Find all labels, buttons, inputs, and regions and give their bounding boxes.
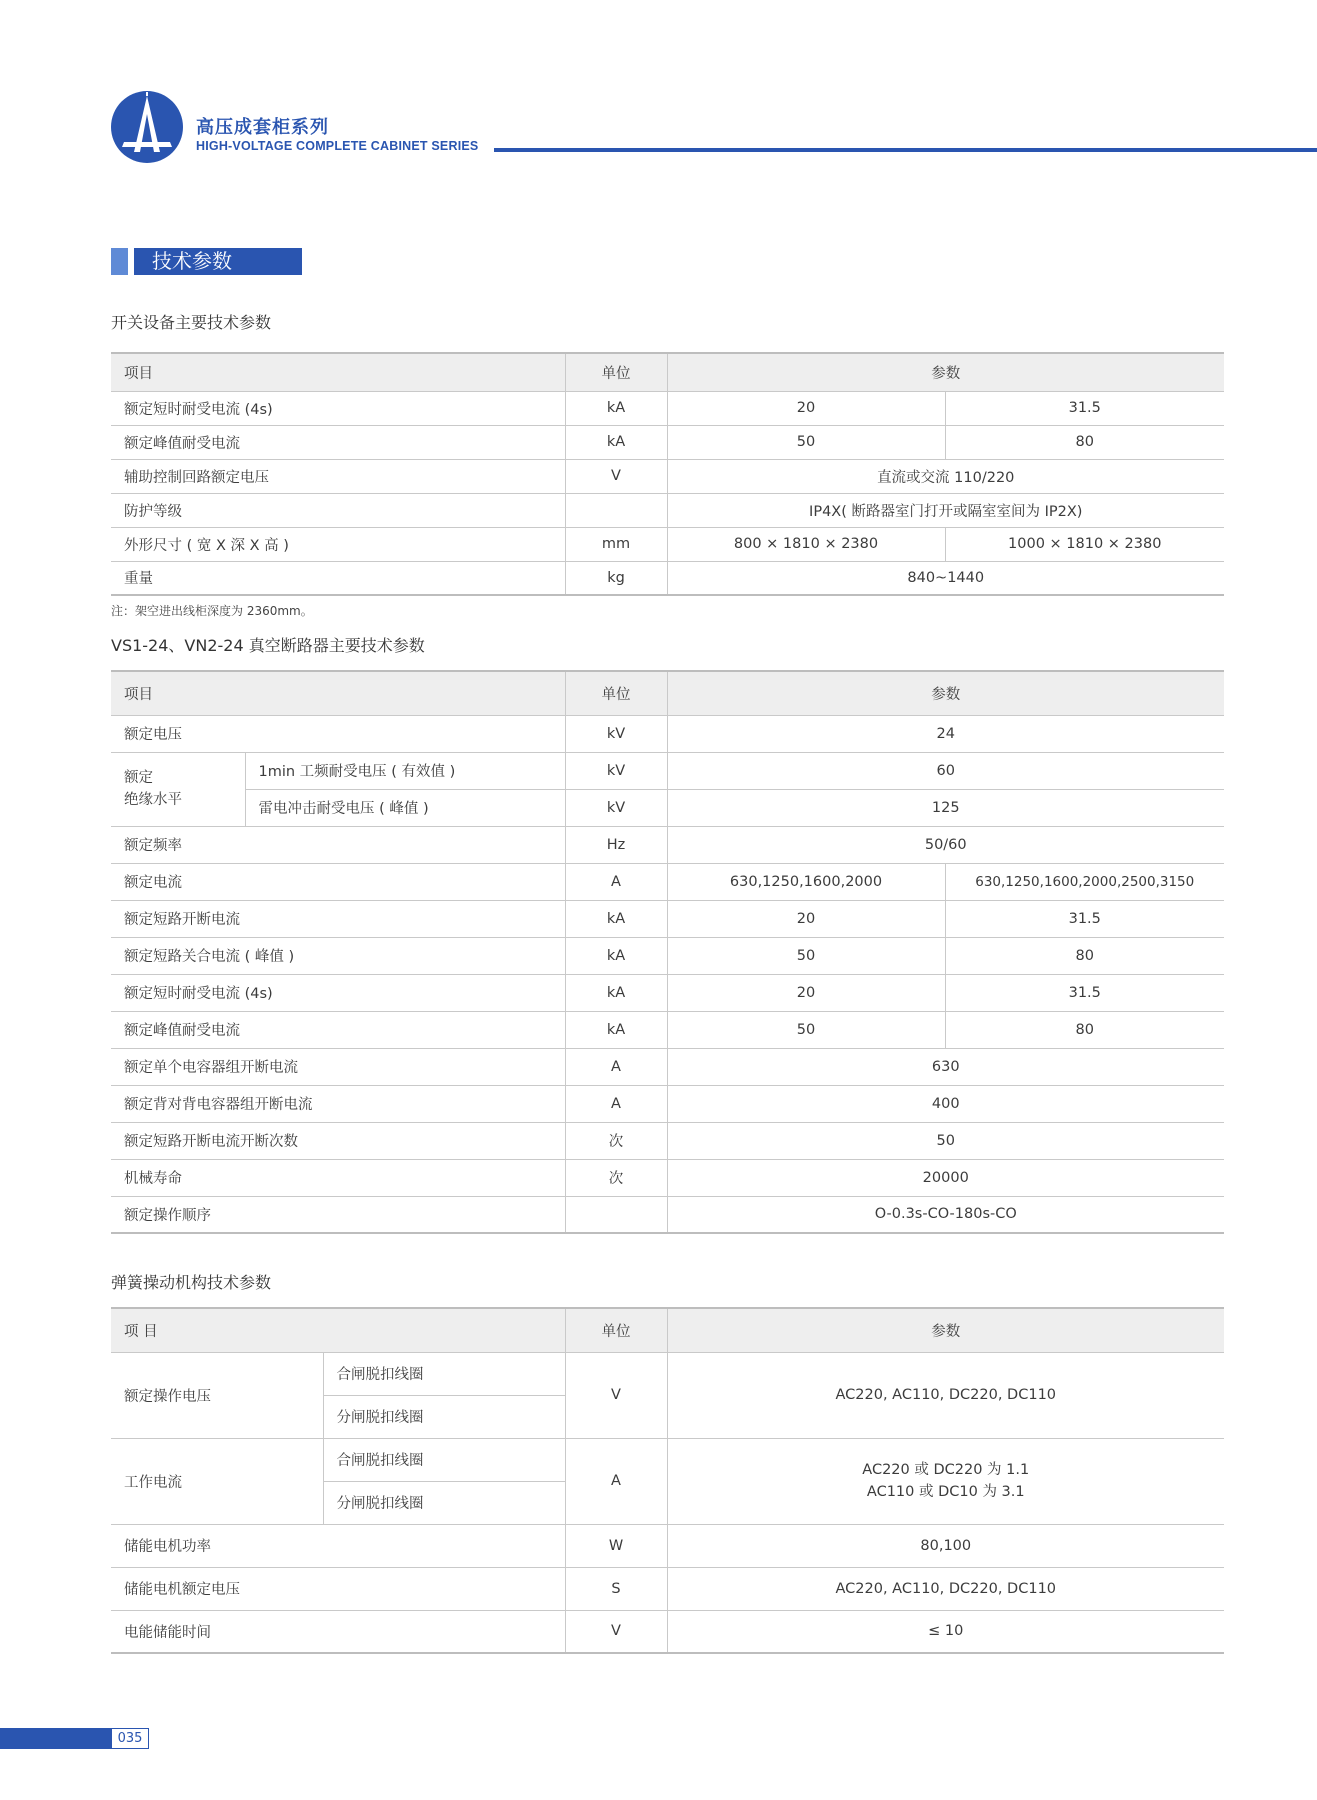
table-row (111, 826, 1224, 863)
table-row (111, 1122, 1224, 1159)
row-item: 储能电机功率 (111, 1524, 565, 1567)
row-unit: Hz (565, 826, 667, 863)
row-value: 50 (667, 425, 945, 459)
row-value: 50 (667, 1122, 1224, 1159)
footer-bar (0, 1728, 111, 1749)
row-item: 额定峰值耐受电流 (111, 1011, 565, 1048)
table-row (111, 1159, 1224, 1196)
row-value: 50 (667, 1011, 945, 1048)
row-value: 20 (667, 900, 945, 937)
row-item: 机械寿命 (111, 1159, 565, 1196)
table1-title: 开关设备主要技术参数 (111, 313, 272, 332)
table-row (111, 863, 1224, 900)
row-item: 额定短路开断电流开断次数 (111, 1122, 565, 1159)
table-row (111, 1011, 1224, 1048)
table-row (111, 1438, 1224, 1481)
row-value: 630,1250,1600,2000,2500,3150 (945, 863, 1224, 900)
section-accent (111, 248, 128, 275)
row-item: 电能储能时间 (111, 1610, 565, 1653)
switchgear-params-table (111, 352, 1224, 596)
header-param: 参数 (667, 671, 1224, 715)
table-header-row (111, 353, 1224, 391)
table-row (111, 974, 1224, 1011)
series-title-cn: 高压成套柜系列 (196, 117, 329, 138)
row-value: 80,100 (667, 1524, 1224, 1567)
header-item: 项目 (111, 671, 565, 715)
row-group: 工作电流 (111, 1438, 323, 1524)
table-row (111, 561, 1224, 595)
table-row (111, 459, 1224, 493)
header-unit: 单位 (565, 353, 667, 391)
row-value: 31.5 (945, 391, 1224, 425)
row-unit: kg (565, 561, 667, 595)
row-unit: kV (565, 715, 667, 752)
row-unit: S (565, 1567, 667, 1610)
row-unit (565, 493, 667, 527)
table-row (111, 789, 1224, 826)
row-item: 额定操作顺序 (111, 1196, 565, 1233)
row-value: AC220, AC110, DC220, DC110 (667, 1567, 1224, 1610)
row-item: 重量 (111, 561, 565, 595)
row-item: 额定电压 (111, 715, 565, 752)
row-unit: kV (565, 752, 667, 789)
row-subitem: 分闸脱扣线圈 (323, 1395, 565, 1438)
header-item: 项 目 (111, 1308, 565, 1352)
row-unit: kA (565, 391, 667, 425)
header-unit: 单位 (565, 1308, 667, 1352)
row-value: 31.5 (945, 900, 1224, 937)
table-row (111, 1352, 1224, 1395)
row-value: 630,1250,1600,2000 (667, 863, 945, 900)
row-subitem: 合闸脱扣线圈 (323, 1352, 565, 1395)
row-unit: A (565, 1085, 667, 1122)
row-unit: kA (565, 1011, 667, 1048)
header-unit: 单位 (565, 671, 667, 715)
row-item: 雷电冲击耐受电压 ( 峰值 ) (245, 789, 565, 826)
table-row (111, 1196, 1224, 1233)
table-row (111, 493, 1224, 527)
row-value: 800 × 1810 × 2380 (667, 527, 945, 561)
row-item: 辅助控制回路额定电压 (111, 459, 565, 493)
row-unit: kA (565, 974, 667, 1011)
row-value: 125 (667, 789, 1224, 826)
table-row (111, 1567, 1224, 1610)
table-row (111, 715, 1224, 752)
table-row (111, 752, 1224, 789)
row-value: ≤ 10 (667, 1610, 1224, 1653)
table-row (111, 1085, 1224, 1122)
table2-title: VS1-24、VN2-24 真空断路器主要技术参数 (111, 636, 425, 655)
table-row (111, 937, 1224, 974)
row-unit: kV (565, 789, 667, 826)
row-value: 630 (667, 1048, 1224, 1085)
row-item: 额定短路关合电流 ( 峰值 ) (111, 937, 565, 974)
row-unit: V (565, 459, 667, 493)
row-value-line: AC110 或 DC10 为 3.1 (866, 1484, 1025, 1500)
row-value: 80 (945, 937, 1224, 974)
row-unit: kA (565, 937, 667, 974)
row-unit: A (565, 1438, 667, 1524)
row-value: 直流或交流 110/220 (667, 459, 1224, 493)
row-value-line: AC220 或 DC220 为 1.1 (862, 1462, 1030, 1478)
row-value: 400 (667, 1085, 1224, 1122)
row-value: O-0.3s-CO-180s-CO (667, 1196, 1224, 1233)
row-unit (565, 1196, 667, 1233)
row-item: 额定频率 (111, 826, 565, 863)
row-unit: A (565, 1048, 667, 1085)
row-value (667, 1438, 1224, 1524)
row-unit: kA (565, 425, 667, 459)
row-item: 防护等级 (111, 493, 565, 527)
row-subitem: 分闸脱扣线圈 (323, 1481, 565, 1524)
table-row (111, 1610, 1224, 1653)
table-row (111, 425, 1224, 459)
row-value: 20 (667, 974, 945, 1011)
row-group: 额定 绝缘水平 (111, 752, 245, 826)
row-unit: 次 (565, 1122, 667, 1159)
header-divider (494, 148, 1317, 152)
row-value: 24 (667, 715, 1224, 752)
row-value: 31.5 (945, 974, 1224, 1011)
table-header-row (111, 1308, 1224, 1352)
row-item: 1min 工频耐受电压 ( 有效值 ) (245, 752, 565, 789)
header-param: 参数 (667, 353, 1224, 391)
row-value: 60 (667, 752, 1224, 789)
row-item: 储能电机额定电压 (111, 1567, 565, 1610)
row-value: 840~1440 (667, 561, 1224, 595)
row-value: 80 (945, 425, 1224, 459)
row-subitem: 合闸脱扣线圈 (323, 1438, 565, 1481)
table-row (111, 1048, 1224, 1085)
table-header-row (111, 671, 1224, 715)
row-unit: A (565, 863, 667, 900)
row-item: 额定峰值耐受电流 (111, 425, 565, 459)
table-row (111, 1524, 1224, 1567)
row-value: 20000 (667, 1159, 1224, 1196)
row-unit: W (565, 1524, 667, 1567)
vacuum-breaker-params-table (111, 670, 1224, 1234)
page-number: 035 (111, 1728, 149, 1749)
row-unit: 次 (565, 1159, 667, 1196)
row-group: 额定操作电压 (111, 1352, 323, 1438)
table-row (111, 900, 1224, 937)
table-row (111, 527, 1224, 561)
header-item: 项目 (111, 353, 565, 391)
table1-note: 注：架空进出线柜深度为 2360mm。 (111, 604, 313, 618)
row-unit: kA (565, 900, 667, 937)
row-item: 额定电流 (111, 863, 565, 900)
row-item: 额定短时耐受电流 (4s) (111, 974, 565, 1011)
header-param: 参数 (667, 1308, 1224, 1352)
row-unit: V (565, 1610, 667, 1653)
row-value: AC220, AC110, DC220, DC110 (667, 1352, 1224, 1438)
row-value: 80 (945, 1011, 1224, 1048)
row-item: 外形尺寸 ( 宽 X 深 X 高 ) (111, 527, 565, 561)
row-value: 50/60 (667, 826, 1224, 863)
company-logo (110, 90, 184, 164)
table3-title: 弹簧操动机构技术参数 (111, 1273, 272, 1292)
row-item: 额定单个电容器组开断电流 (111, 1048, 565, 1085)
table-row (111, 391, 1224, 425)
row-value: 20 (667, 391, 945, 425)
row-value: IP4X( 断路器室门打开或隔室室间为 IP2X) (667, 493, 1224, 527)
row-unit: mm (565, 527, 667, 561)
spring-mechanism-params-table (111, 1307, 1224, 1654)
row-item: 额定背对背电容器组开断电流 (111, 1085, 565, 1122)
row-item: 额定短路开断电流 (111, 900, 565, 937)
row-unit: V (565, 1352, 667, 1438)
row-value: 50 (667, 937, 945, 974)
section-title: 技术参数 (134, 248, 302, 275)
series-title-en: HIGH-VOLTAGE COMPLETE CABINET SERIES (196, 139, 479, 153)
row-item: 额定短时耐受电流 (4s) (111, 391, 565, 425)
row-value: 1000 × 1810 × 2380 (945, 527, 1224, 561)
